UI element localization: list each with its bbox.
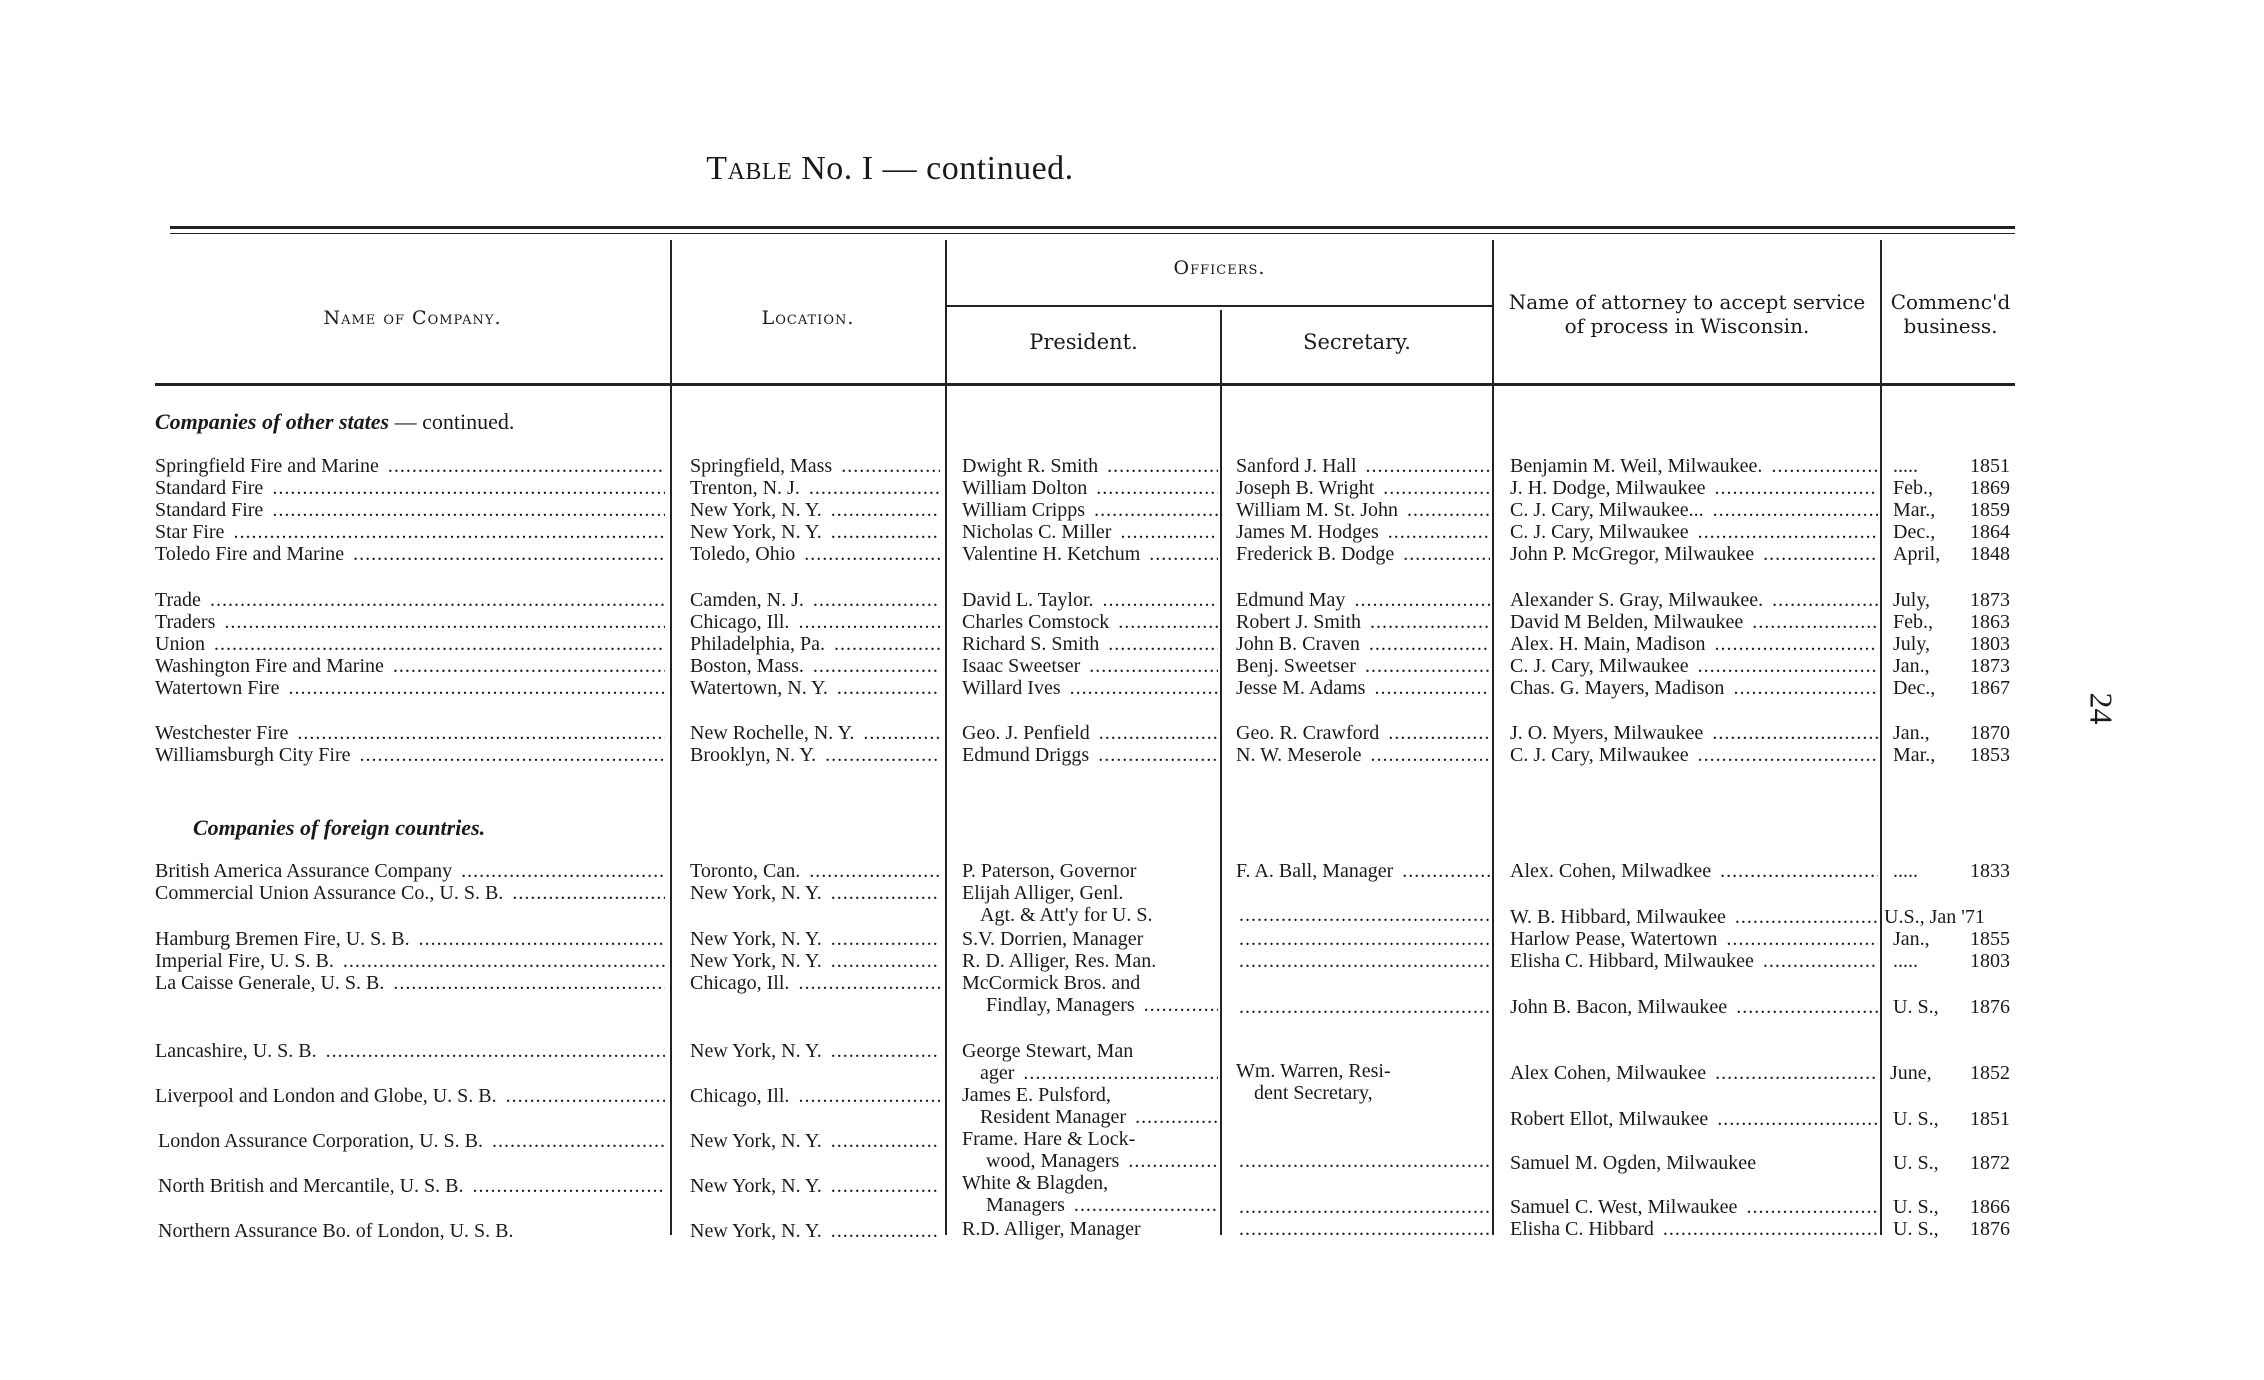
cell-president: R.D. Alliger, Manager — [962, 1218, 1141, 1240]
cell-location: Springfield, Mass ..... — [690, 455, 940, 477]
cell-company: London Assurance Corporation, U. S. B. ..... — [158, 1130, 665, 1152]
cell-president: P. Paterson, Governor — [962, 860, 1218, 882]
cell-president: Dwight R. Smith ..... — [962, 455, 1218, 477]
cell-company: Williamsburgh City Fire ..... — [155, 744, 665, 766]
cell-location: Philadelphia, Pa. ..... — [690, 633, 940, 655]
cell-commenced-year: 1803 — [1970, 950, 2010, 972]
cell-location: Boston, Mass. ..... — [690, 655, 940, 677]
cell-attorney: Alex. Cohen, Milwadkee ..... — [1510, 860, 1878, 882]
cell-attorney: Alexander S. Gray, Milwaukee. ..... — [1510, 589, 1878, 611]
cell-attorney: Robert Ellot, Milwaukee ..... — [1510, 1108, 1878, 1130]
cell-president: Nicholas C. Miller ..... — [962, 521, 1218, 543]
cell-secretary — [1236, 928, 1490, 950]
cell-year: 1859 — [1970, 499, 2020, 521]
table-title: Table No. I — continued. — [706, 150, 1074, 187]
cell-location: Camden, N. J. ..... — [690, 589, 940, 611]
cell-location: New York, N. Y. ..... — [690, 950, 940, 972]
cell-location: New York, N. Y. ..... — [690, 882, 940, 904]
cell-president: George Stewart, Man — [962, 1040, 1134, 1062]
cell-secretary: N. W. Meserole ..... — [1236, 744, 1490, 766]
cell-location: Toledo, Ohio ..... — [690, 543, 940, 565]
cell-attorney: Samuel C. West, Milwaukee ..... — [1510, 1196, 1878, 1218]
cell-company: Northern Assurance Bo. of London, U. S. B. — [158, 1220, 514, 1242]
cell-secretary — [1236, 1218, 1490, 1240]
cell-company: Liverpool and London and Globe, U. S. B. ..... — [155, 1085, 665, 1107]
cell-president: S.V. Dorrien, Manager — [962, 928, 1144, 950]
top-rule — [170, 226, 2015, 229]
cell-attorney: Chas. G. Mayers, Madison ..... — [1510, 677, 1878, 699]
cell-commenced-month: U. S., — [1893, 1108, 1939, 1130]
cell-attorney: David M Belden, Milwaukee ..... — [1510, 611, 1878, 633]
col-rule-5 — [1880, 240, 1882, 1235]
cell-attorney: W. B. Hibbard, Milwaukee ..... — [1510, 906, 1878, 928]
cell-commenced-month: U. S., — [1893, 1196, 1939, 1218]
cell-location: Chicago, Ill. ..... — [690, 1085, 940, 1107]
cell-president: Willard Ives ..... — [962, 677, 1218, 699]
cell-year: 1873 — [1970, 589, 2020, 611]
cell-secretary: William M. St. John ..... — [1236, 499, 1490, 521]
cell-company: Washington Fire and Marine ..... — [155, 655, 665, 677]
cell-company: Imperial Fire, U. S. B. ..... — [155, 950, 665, 972]
cell-location: Brooklyn, N. Y. ..... — [690, 744, 940, 766]
cell-secretary: Geo. R. Crawford ..... — [1236, 722, 1490, 744]
cell-company: Toledo Fire and Marine ..... — [155, 543, 665, 565]
cell-secretary: F. A. Ball, Manager ..... — [1236, 860, 1490, 882]
cell-president: Charles Comstock ..... — [962, 611, 1218, 633]
cell-president: William Dolton ..... — [962, 477, 1218, 499]
officers-rule — [945, 305, 1492, 307]
cell-commenced-year: 1872 — [1970, 1152, 2010, 1174]
cell-company: Lancashire, U. S. B. ..... — [155, 1040, 665, 1062]
cell-attorney: Alex. H. Main, Madison ..... — [1510, 633, 1878, 655]
header-company: Name of Company. — [323, 307, 502, 329]
cell-month: Dec., — [1893, 521, 1963, 543]
cell-president: Richard S. Smith ..... — [962, 633, 1218, 655]
cell-secretary — [1236, 996, 1490, 1018]
cell-year: 1848 — [1970, 543, 2020, 565]
cell-president: R. D. Alliger, Res. Man. — [962, 950, 1157, 972]
section-foreign: Companies of foreign countries. — [193, 815, 486, 840]
cell-location: Watertown, N. Y. ..... — [690, 677, 940, 699]
cell-secretary: Robert J. Smith ..... — [1236, 611, 1490, 633]
cell-president: William Cripps ..... — [962, 499, 1218, 521]
cell-attorney: C. J. Cary, Milwaukee ..... — [1510, 655, 1878, 677]
cell-year: 1869 — [1970, 477, 2020, 499]
cell-company: La Caisse Generale, U. S. B. ..... — [155, 972, 665, 994]
col-rule-1 — [670, 240, 672, 1235]
page-number: 24 — [2083, 692, 2120, 725]
header-secretary: Secretary. — [1303, 330, 1411, 354]
cell-company: Standard Fire ..... — [155, 477, 665, 499]
cell-secretary: Wm. Warren, Resi- — [1236, 1060, 1391, 1082]
header-bottom-rule — [155, 383, 2015, 386]
cell-location: New York, N. Y. ..... — [690, 1130, 940, 1152]
cell-company: Star Fire ..... — [155, 521, 665, 543]
cell-president: James E. Pulsford, — [962, 1084, 1111, 1106]
cell-commenced: U.S., Jan '71 — [1884, 906, 1985, 928]
cell-location: Toronto, Can. ..... — [690, 860, 940, 882]
cell-secretary: Edmund May ..... — [1236, 589, 1490, 611]
cell-company: Trade ..... — [155, 589, 665, 611]
cell-attorney: C. J. Cary, Milwaukee ..... — [1510, 744, 1878, 766]
cell-location: Chicago, Ill. ..... — [690, 611, 940, 633]
cell-attorney: Elisha C. Hibbard, Milwaukee ..... — [1510, 950, 1878, 972]
cell-president: wood, Managers ..... — [986, 1150, 1218, 1172]
cell-company: Commercial Union Assurance Co., U. S. B. ..... — [155, 882, 665, 904]
header-officers: Officers. — [1173, 257, 1266, 279]
cell-attorney: J. O. Myers, Milwaukee ..... — [1510, 722, 1878, 744]
cell-location: Chicago, Ill. ..... — [690, 972, 940, 994]
cell-year: 1863 — [1970, 611, 2020, 633]
cell-attorney: Alex Cohen, Milwaukee ..... — [1510, 1062, 1878, 1084]
cell-president: David L. Taylor. ..... — [962, 589, 1218, 611]
cell-location: New York, N. Y. ..... — [690, 1175, 940, 1197]
cell-secretary — [1236, 950, 1490, 972]
col-rule-2 — [945, 240, 947, 1235]
cell-commenced-year: 1876 — [1970, 1218, 2010, 1240]
cell-president: Managers ..... — [986, 1194, 1218, 1216]
cell-year: 1803 — [1970, 633, 2020, 655]
cell-location: New York, N. Y. ..... — [690, 521, 940, 543]
cell-secretary: James M. Hodges ..... — [1236, 521, 1490, 543]
cell-company: Hamburg Bremen Fire, U. S. B. ..... — [155, 928, 665, 950]
cell-company: British America Assurance Company ..... — [155, 860, 665, 882]
section-other-states: Companies of other states — continued. — [155, 409, 515, 434]
cell-location: New York, N. Y. ..... — [690, 499, 940, 521]
cell-president: Edmund Driggs ..... — [962, 744, 1218, 766]
cell-location: New York, N. Y. ..... — [690, 928, 940, 950]
cell-company: North British and Mercantile, U. S. B. ..... — [158, 1175, 665, 1197]
cell-month: July, — [1893, 589, 1963, 611]
cell-attorney: J. H. Dodge, Milwaukee ..... — [1510, 477, 1878, 499]
cell-year: 1851 — [1970, 455, 2020, 477]
cell-year: 1870 — [1970, 722, 2020, 744]
cell-month: Dec., — [1893, 677, 1963, 699]
cell-commenced-month: ..... — [1893, 860, 1918, 882]
cell-secretary: John B. Craven ..... — [1236, 633, 1490, 655]
cell-commenced-month: U. S., — [1893, 996, 1939, 1018]
cell-location: New York, N. Y. ..... — [690, 1040, 940, 1062]
cell-secretary: Joseph B. Wright ..... — [1236, 477, 1490, 499]
cell-commenced-year: 1855 — [1970, 928, 2010, 950]
cell-secretary: Jesse M. Adams ..... — [1236, 677, 1490, 699]
cell-secretary: Sanford J. Hall ..... — [1236, 455, 1490, 477]
cell-commenced-year: 1866 — [1970, 1196, 2010, 1218]
cell-president: Resident Manager ..... — [980, 1106, 1218, 1128]
cell-company: Union ..... — [155, 633, 665, 655]
cell-company: Standard Fire ..... — [155, 499, 665, 521]
col-rule-3 — [1220, 310, 1222, 1235]
cell-secretary — [1236, 1150, 1490, 1172]
cell-commenced-year: 1876 — [1970, 996, 2010, 1018]
header-attorney: Name of attorney to accept service of process in Wisconsin. — [1508, 290, 1866, 338]
cell-location: New Rochelle, N. Y. ..... — [690, 722, 940, 744]
cell-president: Findlay, Managers ..... — [986, 994, 1218, 1016]
cell-commenced-month: June, — [1890, 1062, 1932, 1084]
cell-month: Mar., — [1893, 744, 1963, 766]
cell-attorney: Elisha C. Hibbard ..... — [1510, 1218, 1878, 1240]
cell-attorney: C. J. Cary, Milwaukee ..... — [1510, 521, 1878, 543]
cell-company: Springfield Fire and Marine ..... — [155, 455, 665, 477]
cell-president: Frame. Hare & Lock- — [962, 1128, 1136, 1150]
cell-commenced-month: Jan., — [1893, 928, 1930, 950]
cell-attorney: Benjamin M. Weil, Milwaukee. ..... — [1510, 455, 1878, 477]
cell-month: ..... — [1893, 455, 1963, 477]
cell-president: McCormick Bros. and — [962, 972, 1141, 994]
cell-company: Traders ..... — [155, 611, 665, 633]
header-commenced: Commenc'd business. — [1890, 290, 2011, 338]
top-rule-thin — [170, 233, 2015, 234]
cell-month: April, — [1893, 543, 1963, 565]
header-location: Location. — [761, 307, 855, 329]
cell-location: New York, N. Y. ..... — [690, 1220, 940, 1242]
cell-year: 1867 — [1970, 677, 2020, 699]
cell-president: Agt. & Att'y for U. S. — [980, 904, 1153, 926]
cell-president: Valentine H. Ketchum ..... — [962, 543, 1218, 565]
cell-company: Watertown Fire ..... — [155, 677, 665, 699]
cell-commenced-month: U. S., — [1893, 1152, 1939, 1174]
cell-secretary: Frederick B. Dodge ..... — [1236, 543, 1490, 565]
cell-company: Westchester Fire ..... — [155, 722, 665, 744]
cell-secretary — [1236, 1196, 1490, 1218]
cell-attorney: John P. McGregor, Milwaukee ..... — [1510, 543, 1878, 565]
cell-location: Trenton, N. J. ..... — [690, 477, 940, 499]
cell-month: Feb., — [1893, 477, 1963, 499]
cell-year: 1873 — [1970, 655, 2020, 677]
col-rule-4 — [1492, 240, 1494, 1235]
cell-secretary — [1236, 904, 1490, 926]
cell-month: Mar., — [1893, 499, 1963, 521]
cell-month: July, — [1893, 633, 1963, 655]
cell-attorney: Harlow Pease, Watertown ..... — [1510, 928, 1878, 950]
cell-president: Isaac Sweetser ..... — [962, 655, 1218, 677]
cell-attorney: C. J. Cary, Milwaukee... ..... — [1510, 499, 1878, 521]
cell-attorney: Samuel M. Ogden, Milwaukee — [1510, 1152, 1757, 1174]
cell-secretary: dent Secretary, — [1254, 1082, 1373, 1104]
cell-commenced-year: 1852 — [1970, 1062, 2010, 1084]
cell-year: 1864 — [1970, 521, 2020, 543]
cell-president: Geo. J. Penfield ..... — [962, 722, 1218, 744]
cell-commenced-year: 1833 — [1970, 860, 2010, 882]
cell-commenced-month: ..... — [1893, 950, 1918, 972]
cell-year: 1853 — [1970, 744, 2020, 766]
cell-president: White & Blagden, — [962, 1172, 1109, 1194]
cell-attorney: John B. Bacon, Milwaukee ..... — [1510, 996, 1878, 1018]
cell-month: Feb., — [1893, 611, 1963, 633]
cell-president: ager ..... — [980, 1062, 1218, 1084]
cell-secretary: Benj. Sweetser ..... — [1236, 655, 1490, 677]
header-president: President. — [1029, 330, 1138, 354]
cell-month: Jan., — [1893, 722, 1963, 744]
cell-president: Elijah Alliger, Genl. — [962, 882, 1124, 904]
cell-commenced-month: U. S., — [1893, 1218, 1939, 1240]
cell-month: Jan., — [1893, 655, 1963, 677]
cell-commenced-year: 1851 — [1970, 1108, 2010, 1130]
